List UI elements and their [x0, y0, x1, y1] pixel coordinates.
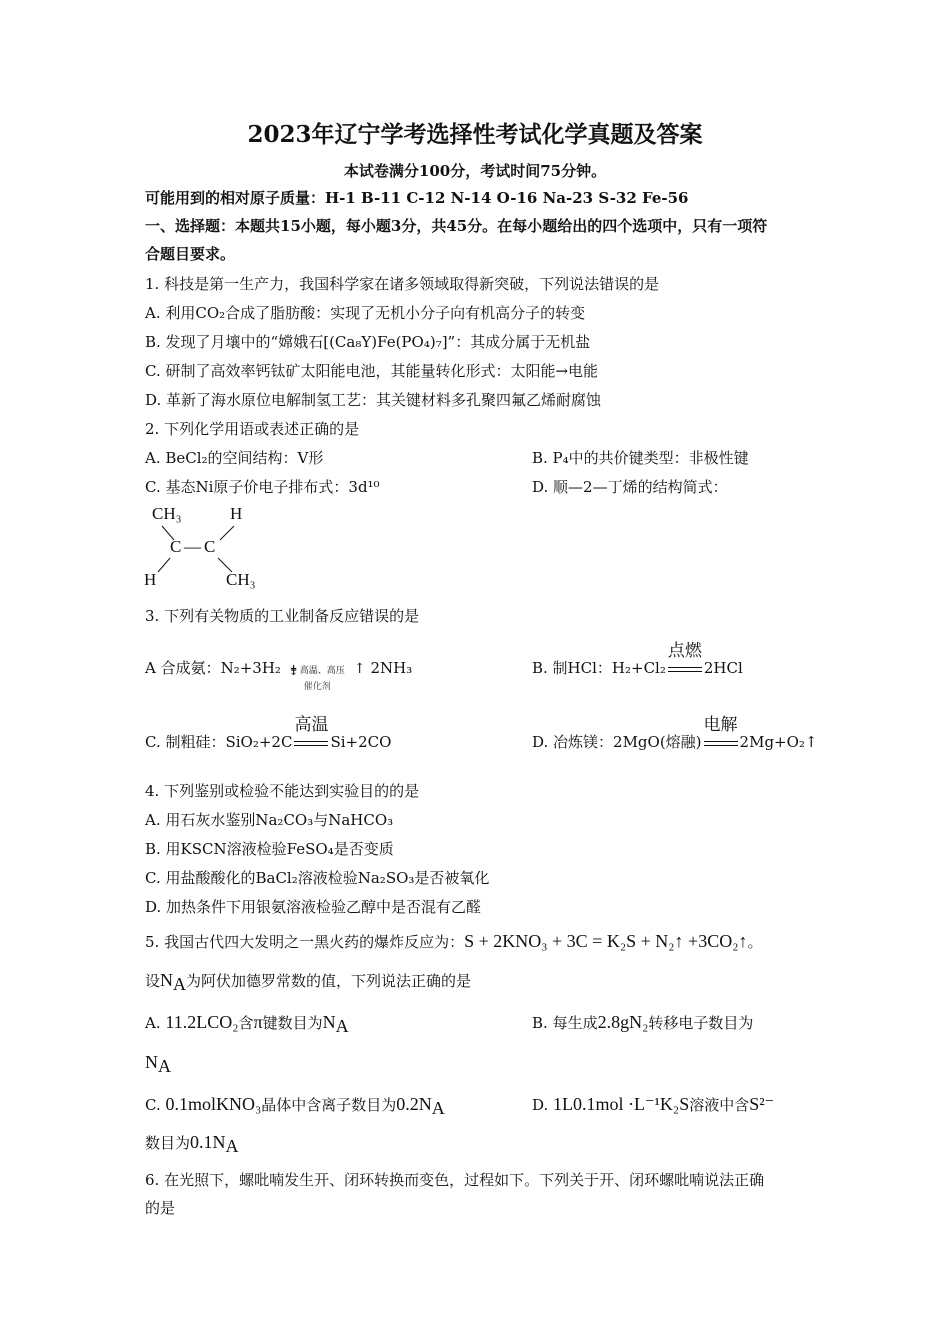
q5-c-na-sub: A [431, 1098, 445, 1118]
q5-a-na-sub: A [335, 1016, 349, 1036]
q2-option-b: B. P₄中的共价键类型：非极性键 [532, 449, 749, 467]
atomic-masses: 可能用到的相对原子质量：H-1 B-11 C-12 N-14 O-16 Na-23 S-32 Fe-56 [145, 189, 689, 207]
q5-a-math: 11.2LCO₂ [165, 1012, 239, 1032]
q5-d-na-sub: A [225, 1136, 239, 1156]
q5-stem [145, 931, 763, 952]
q5-d-line2-text: 数目为 [145, 1134, 191, 1152]
q3-a-cond-top: 高温、高压 [299, 666, 345, 676]
struct-double-bond: — [184, 537, 201, 556]
q5-line2-pre: 设 [145, 972, 161, 990]
q5-a-na: N [322, 1012, 336, 1032]
q5-b-text2: 转移电子数目为 [648, 1014, 754, 1032]
q6-stem-line1: 6. 在光照下，螺吡喃发生开、闭环转换而变色，过程如下。下列关于开、闭环螺吡喃说法正确 [145, 1171, 765, 1189]
q6-stem-line2: 的是 [145, 1199, 176, 1217]
q4-option-a: A. 用石灰水鉴别Na₂CO₃与NaHCO₃ [145, 811, 394, 829]
q5-na: N [160, 970, 174, 990]
struct-c1: C [170, 537, 182, 556]
q3-c-label: C. 制粗硅：SiO₂+2C [145, 733, 293, 751]
q5-c-math2: 0.2N [396, 1094, 432, 1114]
q5-a-pi: π [253, 1012, 263, 1032]
q5-b-na-sub: A [158, 1056, 171, 1076]
q3-a-product: 2NH₃ [370, 659, 413, 677]
q3-c-cond-text: 高温 [294, 715, 329, 735]
q1-option-d: D. 革新了海水原位电解制氢工艺：其关键材料多孔聚四氟乙烯耐腐蚀 [145, 391, 602, 409]
q5-stem-line2 [145, 970, 471, 994]
q3-a-reversible-arrow [286, 659, 366, 692]
q3-option-c [145, 715, 392, 752]
q3-c-equals [294, 741, 328, 746]
struct-c2: C [204, 537, 216, 556]
q2-option-a: A. BeCl₂的空间结构：V形 [145, 449, 324, 467]
q3-c-condition [292, 715, 330, 752]
q5-option-b-cont [145, 1052, 171, 1076]
q5-option-a [145, 1012, 349, 1036]
q3-option-b [532, 641, 743, 678]
q5-c-label: C. [145, 1096, 161, 1114]
q3-a-cond-bottom: 催化剂 [303, 682, 331, 692]
q5-d-math: 1L0.1mol ·L⁻¹K₂S [553, 1094, 690, 1114]
q3-b-condition [666, 641, 704, 678]
page-title: 2023年辽宁学考选择性考试化学真题及答案 [247, 121, 703, 148]
q5-b-label: B. [532, 1014, 548, 1032]
exam-info: 本试卷满分100分，考试时间75分钟。 [343, 162, 607, 180]
q5-a-text2: 键数目为 [262, 1014, 323, 1032]
q3-option-d [532, 715, 818, 752]
struct-ch3-bottom: CH₃ [226, 570, 256, 589]
q1-option-c: C. 研制了高效率钙钛矿太阳能电池，其能量转化形式：太阳能→电能 [145, 362, 599, 380]
q5-option-c [145, 1094, 445, 1118]
q3-d-product: 2Mg+O₂↑ [739, 733, 818, 751]
q3-b-cond-text: 点燃 [667, 641, 702, 661]
q3-b-product: 2HCl [703, 659, 743, 677]
q4-stem: 4. 下列鉴别或检验不能达到实验目的的是 [145, 782, 420, 800]
q5-line2-post: 为阿伏加德罗常数的值，下列说法正确的是 [186, 972, 472, 990]
q5-na-sub: A [173, 974, 187, 994]
q3-d-cond-text: 电解 [703, 715, 738, 735]
q5-option-d [532, 1094, 774, 1115]
q5-d-label: D. [532, 1096, 549, 1114]
q5-b-na: N [145, 1052, 158, 1072]
q2-stem: 2. 下列化学用语或表述正确的是 [145, 420, 360, 438]
q3-option-a [145, 658, 413, 692]
left-arrow-icon: ⇟ [287, 663, 300, 679]
q5-c-math: 0.1molKNO₃ [165, 1094, 262, 1114]
q2-option-d: D. 顺—2—丁烯的结构简式： [532, 478, 728, 496]
section-heading-line2: 合题目要求。 [145, 245, 236, 263]
q3-b-equals [668, 667, 702, 672]
q3-d-condition [702, 715, 740, 752]
struct-bond-lines [140, 500, 280, 595]
q5-a-text: 含 [238, 1014, 254, 1032]
q3-d-label: D. 冶炼镁：2MgO(熔融) [532, 733, 702, 751]
q5-a-label: A. [145, 1014, 161, 1032]
q3-a-label: A 合成氨：N₂+3H₂ [145, 659, 281, 677]
q4-option-b: B. 用KSCN溶液检验FeSO₄是否变质 [145, 840, 394, 858]
q1-stem: 1. 科技是第一生产力，我国科学家在诸多领域取得新突破，下列说法错误的是 [145, 275, 660, 293]
section-heading-line1: 一、选择题：本题共15小题，每小题3分，共45分。在每小题给出的四个选项中，只有一项符 [145, 217, 768, 235]
q1-option-b: B. 发现了月壤中的“嫦娥石[(Ca₈Y)Fe(PO₄)₇]”：其成分属于无机盐 [145, 333, 591, 351]
up-arrow-icon: ↑ [353, 661, 366, 677]
q5-stem-end: 。 [747, 933, 763, 951]
cis-2-butene-structure [140, 500, 280, 595]
q5-c-text: 晶体中含离子数目为 [261, 1096, 397, 1114]
q2-option-c: C. 基态Ni原子价电子排布式：3d¹⁰ [145, 478, 380, 496]
q5-stem-text: 5. 我国古代四大发明之一黑火药的爆炸反应为： [145, 933, 465, 951]
q3-c-product: Si+2CO [330, 733, 392, 751]
q5-d-text: 溶液中含 [689, 1096, 750, 1114]
q5-d-ion: S²⁻ [749, 1094, 775, 1114]
q3-d-equals [704, 741, 738, 746]
q3-stem: 3. 下列有关物质的工业制备反应错误的是 [145, 607, 420, 625]
q4-option-c: C. 用盐酸酸化的BaCl₂溶液检验Na₂SO₃是否被氧化 [145, 869, 490, 887]
struct-h-top: H [230, 504, 243, 523]
q5-reaction: S + 2KNO₃ + 3C = K₂S + N₂↑ +3CO₂↑ [464, 931, 748, 951]
q4-option-d: D. 加热条件下用银氨溶液检验乙醇中是否混有乙醛 [145, 898, 482, 916]
q5-option-b [532, 1012, 753, 1033]
q1-option-a: A. 利用CO₂合成了脂肪酸：实现了无机小分子向有机高分子的转变 [145, 304, 586, 322]
q5-b-math: 2.8gN₂ [597, 1012, 649, 1032]
q5-option-d-cont [145, 1132, 239, 1156]
q3-b-label: B. 制HCl：H₂+Cl₂ [532, 659, 666, 677]
q5-b-text: 每生成 [552, 1014, 598, 1032]
struct-ch3-top: CH₃ [152, 504, 182, 523]
struct-h-bottom: H [144, 570, 157, 589]
q5-d-line2-math: 0.1N [190, 1132, 226, 1152]
